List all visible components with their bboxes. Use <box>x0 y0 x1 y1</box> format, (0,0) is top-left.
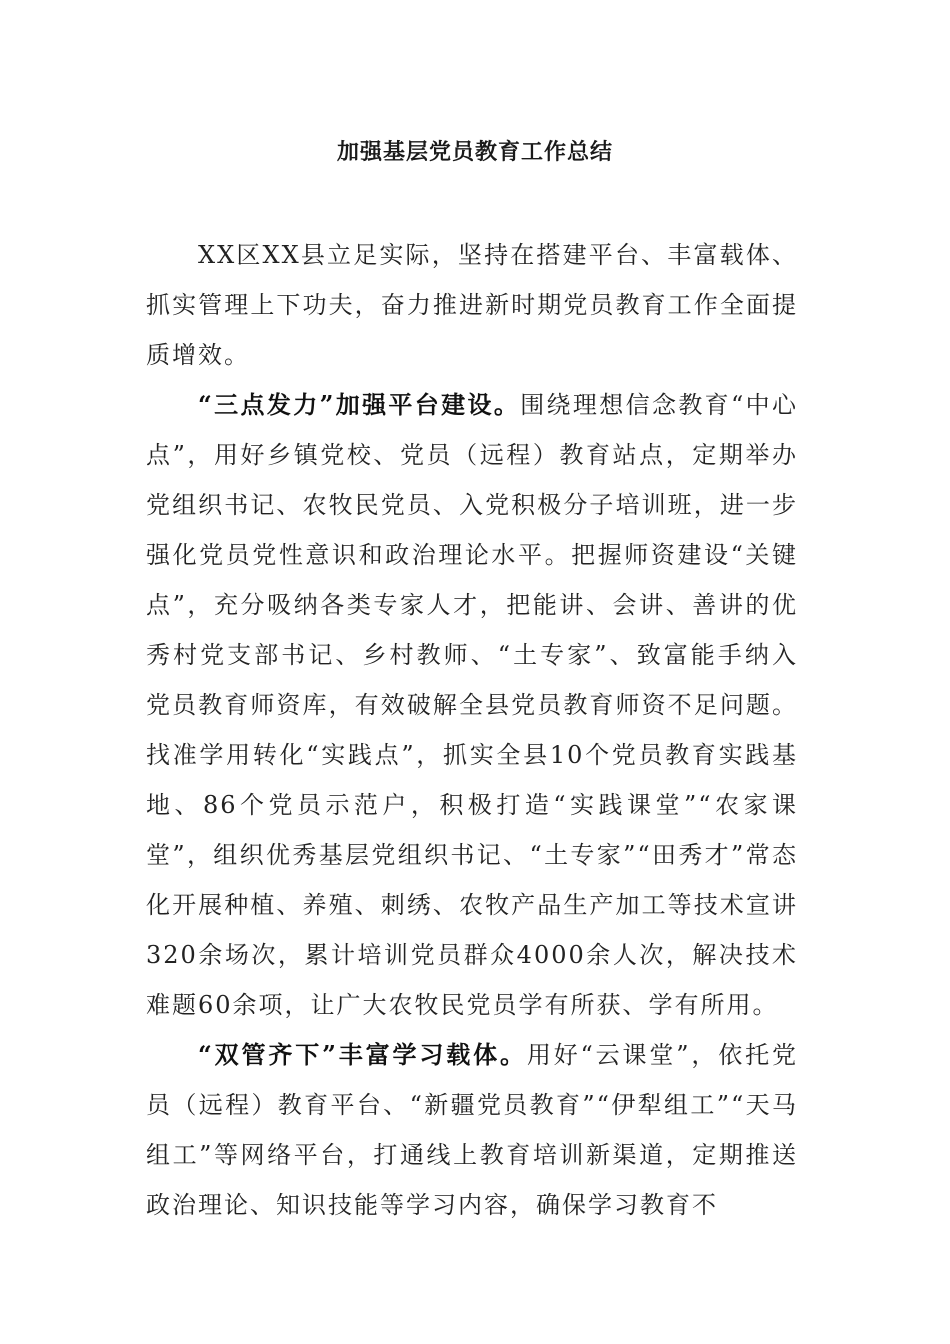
paragraph-intro <box>146 230 798 380</box>
paragraph-learning-carriers <box>146 1030 798 1230</box>
paragraph-text: XX区XX县立足实际，坚持在搭建平台、丰富载体、抓实管理上下功夫，奋力推进新时期党员教育工作全面提质增效。 <box>146 241 798 369</box>
paragraph-text: 围绕理想信念教育“中心点”，用好乡镇党校、党员（远程）教育站点，定期举办党组织书记、农牧民党员、入党积极分子培训班，进一步强化党员党性意识和政治理论水平。把握师资建设“关键点”，充分吸纳各类专家人才，把能讲、会讲、善讲的优秀村党支部书记、乡村教师、“土专家”、致富能手纳入党员教育师资库，有效破解全县党员教育师资不足问题。找准学用转化“实践点”，抓实全县10个党员教育实践基地、86个党员示范户，积极打造“实践课堂”“农家课堂”，组织优秀基层党组织书记、“土专家”“田秀才”常态化开展种植、养殖、刺绣、农牧产品生产加工等技术宣讲320余场次，累计培训党员群众4000余人次，解决技术难题60余项，让广大农牧民党员学有所获、学有所用。 <box>146 391 798 1019</box>
paragraph-lead: “双管齐下”丰富学习载体。 <box>198 1040 527 1069</box>
paragraph-lead: “三点发力”加强平台建设。 <box>198 390 521 419</box>
document-body <box>146 230 798 1230</box>
paragraph-platform-building <box>146 380 798 1030</box>
paragraph-text: 用好“云课堂”，依托党员（远程）教育平台、“新疆党员教育”“伊犁组工”“天马组工”等网络平台，打通线上教育培训新渠道，定期推送政治理论、知识技能等学习内容，确保学习教育不 <box>146 1041 798 1219</box>
document-title: 加强基层党员教育工作总结 <box>336 139 613 165</box>
